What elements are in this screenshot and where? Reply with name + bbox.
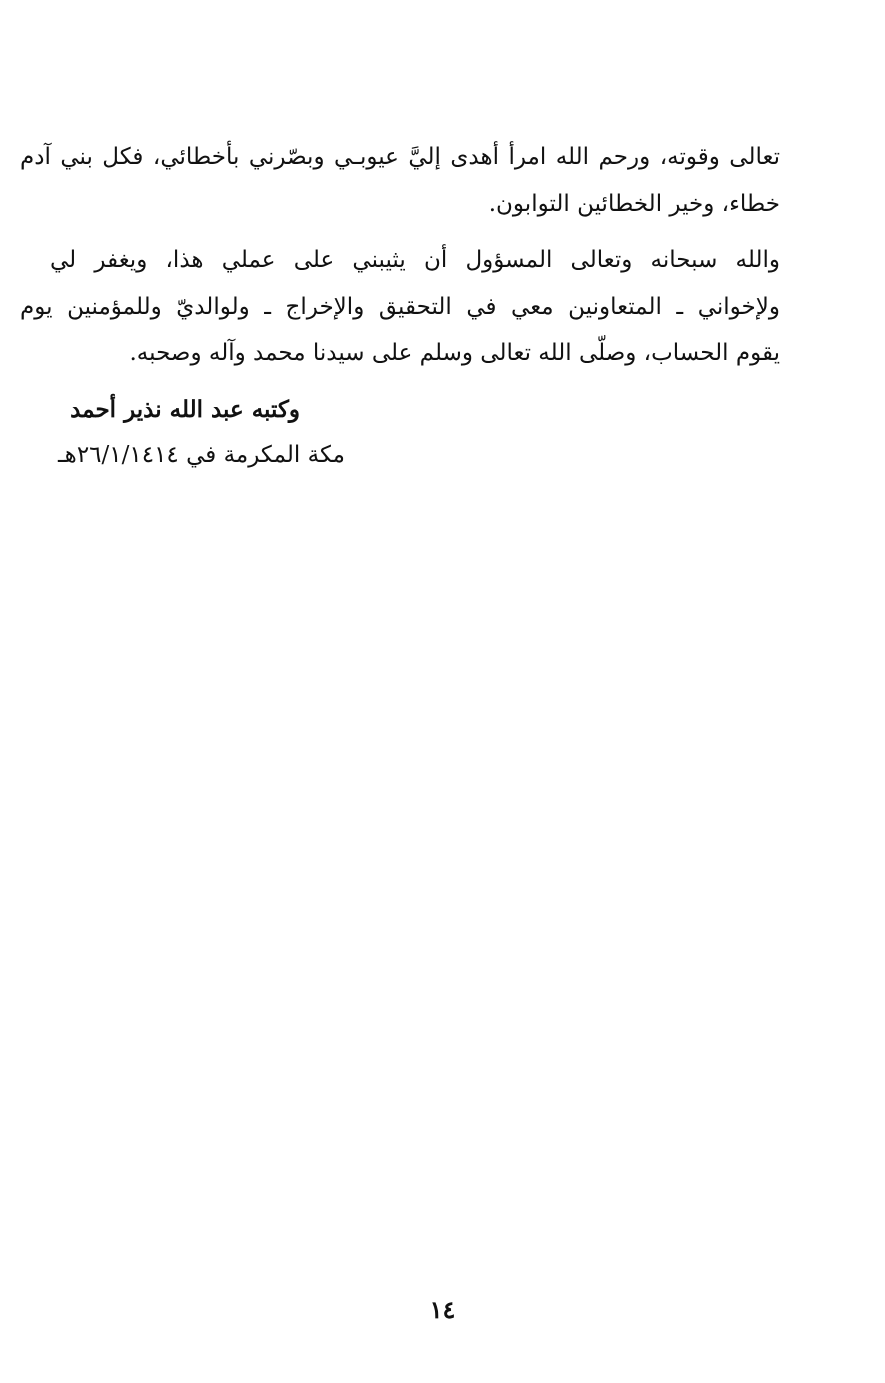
paragraph-1-line-1: تعالى وقوته، ورحم الله امرأ أهدى إليَّ عيوبـي وبصّرني بأخطائي، فكل بني آدم <box>20 144 780 170</box>
signature-name: وكتبه عبد الله نذير أحمد <box>70 396 300 423</box>
page-number: ١٤ <box>429 1295 456 1324</box>
signature-place-date: مكة المكرمة في ٢٦/١/١٤١٤هـ <box>57 442 345 468</box>
paragraph-2-line-1: والله سبحانه وتعالى المسؤول أن يثيبني على عملي هذا، ويغفر لي <box>50 247 780 273</box>
paragraph-2-line-2: ولإخواني ـ المتعاونين معي في التحقيق والإخراج ـ ولوالديّ وللمؤمنين يوم <box>20 294 780 320</box>
paragraph-2-line-3: يقوم الحساب، وصلّى الله تعالى وسلم على سيدنا محمد وآله وصحبه. <box>129 340 780 366</box>
paragraph-1-line-2: خطاء، وخير الخطائين التوابون. <box>488 191 780 217</box>
